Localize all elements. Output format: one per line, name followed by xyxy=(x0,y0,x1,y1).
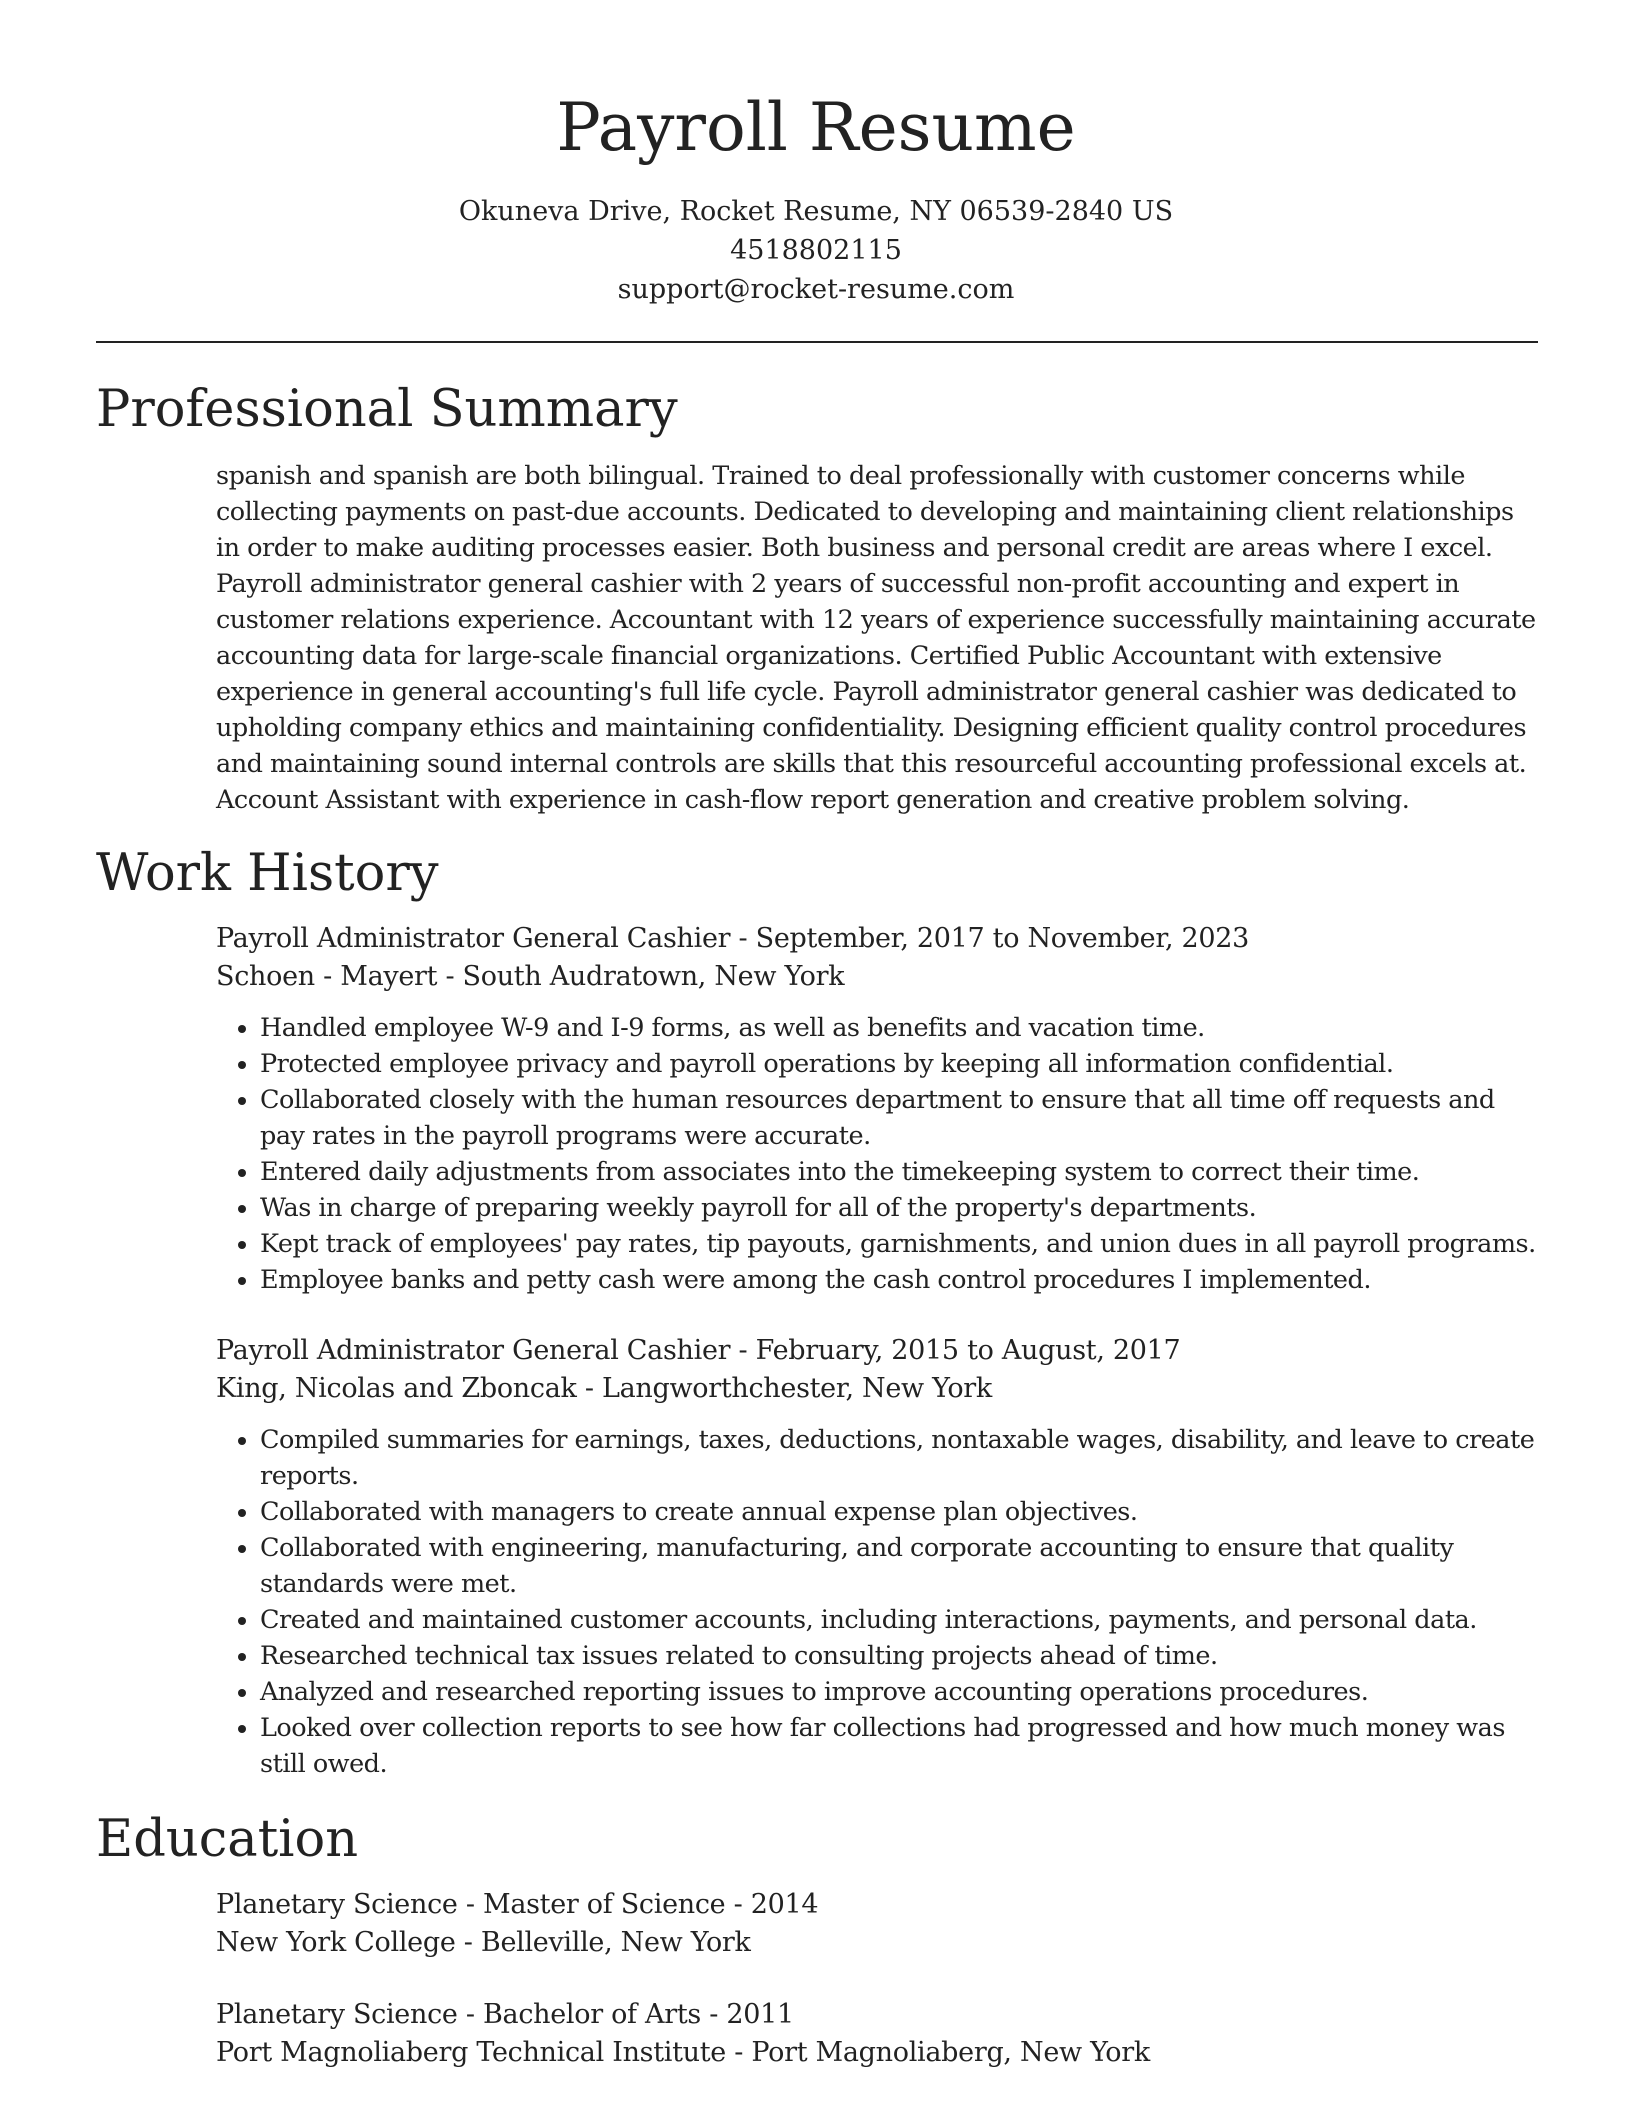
job-company: Schoen - Mayert xyxy=(216,961,438,992)
duty-item: • Collaborated with managers to create annual expense plan objectives. xyxy=(260,1494,1541,1530)
education-location: - Port Magnoliaberg, New York xyxy=(725,2037,1150,2068)
job-entry xyxy=(216,920,1541,1298)
job-dates: - February, 2015 to August, 2017 xyxy=(730,1335,1181,1366)
education-degree-year: - Master of Science - 2014 xyxy=(457,1889,819,1920)
address: Okuneva Drive, Rocket Resume, NY 06539-2840 US xyxy=(458,196,1174,227)
job-company-line xyxy=(216,958,1541,996)
duty-item: • Analyzed and researched reporting issues to improve accounting operations procedures. xyxy=(260,1674,1541,1710)
education-location: - Belleville, New York xyxy=(455,1927,751,1958)
section-title-summary: Professional Summary xyxy=(96,380,678,439)
duty-item: • Collaborated with engineering, manufacturing, and corporate accounting to ensure that quality standards were met. xyxy=(260,1530,1541,1602)
duty-item: • Researched technical tax issues related to consulting projects ahead of time. xyxy=(260,1638,1541,1674)
job-entry xyxy=(216,1332,1541,1782)
education-entry xyxy=(216,1886,1541,1962)
summary-text: spanish and spanish are both bilingual. Trained to deal professionally with customer concerns while collecting payments on past-due accounts. Dedicated to developing and maintaining client relationships in order to make auditing processes easier. Both business and personal credit are areas where I excel. Payroll administrator general cashier with 2 years of successful non-profit accounting and expert in customer relations experience. Accountant with 12 years of experience successfully maintaining accurate accounting data for large-scale financial organizations. Certified Public Accountant with extensive experience in general accounting's full life cycle. Payroll administrator general cashier was dedicated to upholding company ethics and maintaining confidentiality. Designing efficient quality control procedures and maintaining sound internal controls are skills that this resourceful accounting professional excels at. Account Assistant with experience in cash-flow report generation and creative problem solving. xyxy=(216,461,1536,815)
job-role: Payroll Administrator General Cashier xyxy=(216,923,731,954)
duty-item: • Compiled summaries for earnings, taxes, deductions, nontaxable wages, disability, and leave to create reports. xyxy=(260,1422,1541,1494)
education-degree-year: - Bachelor of Arts - 2011 xyxy=(457,1999,794,2030)
duty-item: • Entered daily adjustments from associates into the timekeeping system to correct their time. xyxy=(260,1154,1541,1190)
duty-item: • Employee banks and petty cash were among the cash control procedures I implemented. xyxy=(260,1262,1541,1298)
education-school: Port Magnoliaberg Technical Institute xyxy=(216,2037,726,2068)
job-title-line xyxy=(216,920,1541,958)
education-degree-line xyxy=(216,1886,1541,1924)
duty-item: • Collaborated closely with the human resources department to ensure that all time off requests and pay rates in the payroll programs were accurate. xyxy=(260,1082,1541,1154)
phone: 4518802115 xyxy=(730,235,902,266)
education-field: Planetary Science xyxy=(216,1999,458,2030)
job-title-line xyxy=(216,1332,1541,1370)
job-location: - South Audratown, New York xyxy=(437,961,845,992)
job-dates: - September, 2017 to November, 2023 xyxy=(730,923,1250,954)
header-divider xyxy=(96,341,1538,343)
contact-info xyxy=(0,192,1632,309)
job-location: - Langworthchester, New York xyxy=(576,1373,992,1404)
job-company-line xyxy=(216,1370,1541,1408)
job-role: Payroll Administrator General Cashier xyxy=(216,1335,731,1366)
duty-item: • Kept track of employees' pay rates, tip payouts, garnishments, and union dues in all payroll programs. xyxy=(260,1226,1541,1262)
duty-item: • Handled employee W-9 and I-9 forms, as well as benefits and vacation time. xyxy=(260,1010,1541,1046)
duty-item: • Was in charge of preparing weekly payroll for all of the property's departments. xyxy=(260,1190,1541,1226)
job-duties-list xyxy=(216,1422,1541,1782)
job-duties-list xyxy=(216,1010,1541,1298)
resume-name: Payroll Resume xyxy=(556,89,1076,166)
education-degree-line xyxy=(216,1996,1541,2034)
education-school-line xyxy=(216,1924,1541,1962)
duty-item: • Created and maintained customer accounts, including interactions, payments, and personal data. xyxy=(260,1602,1541,1638)
education-field: Planetary Science xyxy=(216,1889,458,1920)
section-title-education: Education xyxy=(96,1810,359,1869)
summary-block xyxy=(216,458,1541,818)
education-school: New York College xyxy=(216,1927,456,1958)
duty-item: • Looked over collection reports to see how far collections had progressed and how much money was still owed. xyxy=(260,1710,1541,1782)
duty-item: • Protected employee privacy and payroll operations by keeping all information confidential. xyxy=(260,1046,1541,1082)
resume-header xyxy=(0,0,1632,309)
job-company: King, Nicolas and Zboncak xyxy=(216,1373,577,1404)
email: support@rocket-resume.com xyxy=(617,274,1015,305)
education-entry xyxy=(216,1996,1541,2072)
education-school-line xyxy=(216,2034,1541,2072)
section-title-work-history: Work History xyxy=(96,844,439,903)
